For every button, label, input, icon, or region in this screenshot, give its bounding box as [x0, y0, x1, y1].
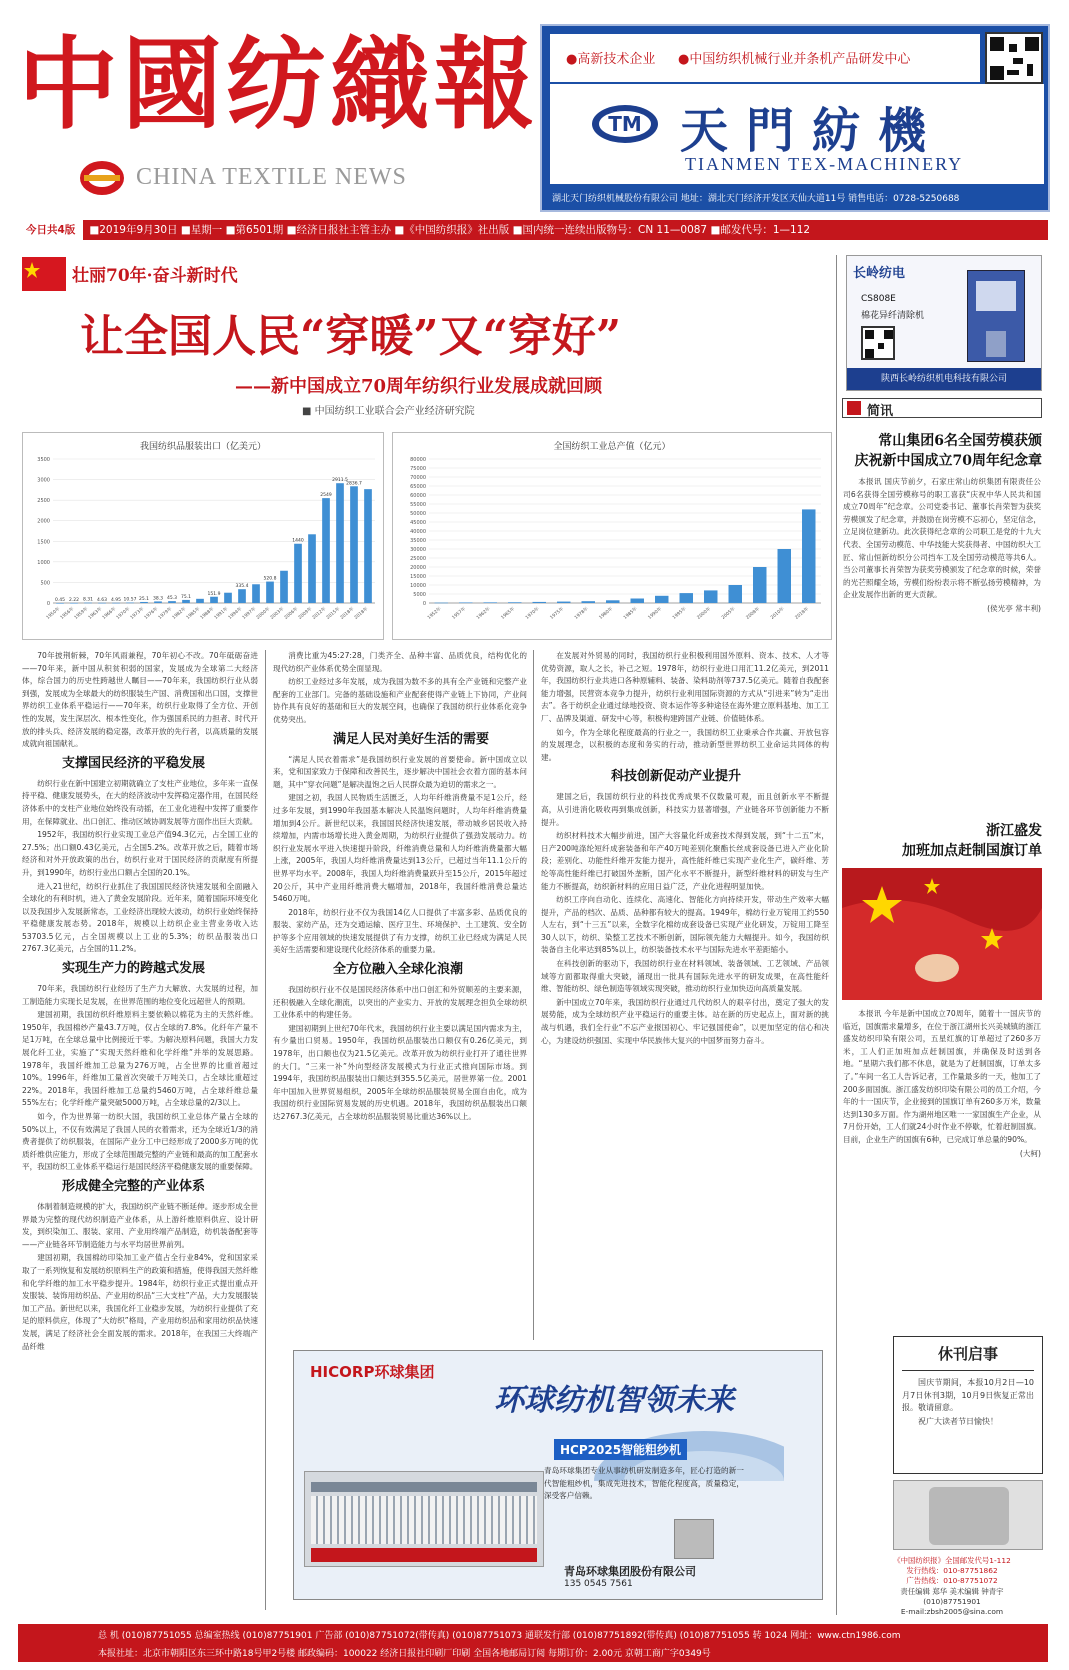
col1-intro: 70年披荆斩棘，70年风雨兼程，70年初心不改。70年砥砺奋进——70年来，新中国从积贫积弱的国家，发展成为全球第二大经济体，综合国力的历史性跨越世人瞩目——70年来，我国纺织行业从弱到强，发展成为全球最大的纺织服装生产国、消费国和出口国，支撑世界纺织工业体系平稳运行——70年来，纺织行业取得了全方位、开创性的发展，发生深层次、根本性变化，作为强国系民的力担者、时代开放的排头兵、经济发展的稳定器，改革开放的先行者，以高质量的发展成就向祖国献礼。: [22, 651, 258, 749]
column-rule: [836, 255, 837, 1615]
data-label: 1440: [292, 538, 304, 544]
section-heading-6: 科技创新促动产业提升: [611, 769, 742, 785]
data-label: 10.57: [123, 597, 137, 603]
bar: [729, 585, 742, 603]
data-label: 520.8: [263, 576, 277, 582]
bar: [154, 601, 162, 603]
x-tick-label: 2009年: [297, 606, 314, 621]
x-tick-label: 1959年: [73, 606, 90, 621]
col3-para-2: 如今，作为全球化程度最高的行业之一，我国纺织工业秉承合作共赢、开放包容的发展理念，以积极的态度和务实的行动，推动新型世界纺织工业命运共同体的构建。: [541, 727, 829, 762]
footer-bar: [18, 1624, 1048, 1662]
masthead-title: 中國纺織報: [18, 25, 538, 143]
bottom-advertisement[interactable]: [293, 1350, 823, 1600]
side-ad-brand: 长岭纺电: [853, 266, 906, 281]
byline: ■ 中国纺织工业联合会产业经济研究院: [302, 406, 475, 417]
col3-para-6: 在科技创新的驱动下，我国纺织行业在材料领域、装备领域、工艺领域、产品领域等方面都取得重大突破，涌现出一批具有国际先进水平的研发成果，在高性能纤维、智能纺织、绿色制造等领域实现突破，推动纺织行业加快迈向高质量发展。: [541, 959, 829, 994]
x-tick-label: 1973年: [129, 606, 146, 621]
x-tick-label: 1990年: [647, 606, 664, 621]
ad-brand-panel: [550, 84, 1044, 184]
y-tick-label: 35000: [410, 538, 426, 544]
bar: [196, 599, 204, 603]
x-tick-label: 1970年: [525, 606, 541, 621]
data-label: 4.95: [110, 597, 122, 603]
x-tick-label: 2018年: [353, 606, 370, 621]
notice-body-wrap: [894, 1371, 1042, 1429]
headline: 让全国人民“穿暖”又“穿好”: [80, 311, 622, 362]
brief-label: 简讯: [867, 404, 894, 419]
x-tick-label: 1994年: [227, 606, 244, 621]
bar: [802, 509, 815, 603]
bigad-company: 青岛环球集团股份有限公司: [564, 1565, 696, 1578]
x-tick-label: 2008年: [745, 606, 762, 621]
bar: [294, 544, 302, 603]
col2-para-6: 我国纺织行业不仅是国民经济体系中出口创汇和外贸顺差的主要来源，还积极融入全球化潮流，以突出的产业实力、开放的发展理念担负全球纺织工业体系中的构建任务。: [273, 985, 527, 1020]
col3-para-1: 在发展对外贸易的同时，我国纺织行业积极利用国外原料、资本、技术、人才等优势资源，取人之长，补己之短。1978年，纺织行业进口用汇11.2亿美元，到2011年，我国纺织行业共进口各种原辅料、装备、染料助剂等737.5亿美元。随着自我配套能力增强，民营资本竞争力提升，纺织行业利用国际资源的方式从“引进来”转为“走出去”。各于纺织企业通过绿地投资、资本运作等多种途径在海外建立原料基地、加工工厂、品牌及渠道、研发中心等，积极构建跨国产业链、价值链体系。: [541, 651, 829, 723]
column-rule: [265, 650, 266, 1610]
x-tick-label: 1976年: [143, 606, 160, 621]
col2-para-5: 2018年，纺织行业不仅为我国14亿人口提供了丰富多彩、品质优良的服装、家纺产品，还为交通运输、医疗卫生、环境保护、土工建筑、安全防护等多个应用领域的快速发展提供了有力支撑，纺织工业已经成为满足人民美好生活需要和建设现代化经济体系的重要力量。: [273, 907, 527, 955]
x-tick-label: 1985年: [623, 606, 639, 621]
y-tick-label: 0: [46, 601, 50, 607]
roving-frame-machine-icon: [304, 1471, 544, 1567]
data-label: 335.4: [235, 584, 249, 590]
col2-para-7: 建国初期到上世纪70年代末，我国纺织行业主要以满足国内需求为主，有少量出口贸易。1950年，我国纺织品服装出口额仅有0.26亿美元，到1978年，出口额也仅为21.5亿美元。改革开放为纺织行业打开了通往世界的大门。“三来一补”外向型经济发展模式为行业正式推向国际市场。到1994年，我国纺织品服装出口额达到355.5亿美元，居世界第一位。2001年中国加入世界贸易组织，2005年全球纺织品服装贸易全面自由化，成为我国纺织行业国际贸易发展的历史机遇。2018年，我国纺织品服装出口额达2767.3亿美元，占全球纺织品服装贸易比重达36%以上。: [273, 1023, 527, 1121]
bar: [753, 567, 766, 603]
x-tick-label: 1957年: [451, 606, 468, 621]
bar: [778, 549, 791, 603]
data-label: 38.3: [152, 596, 164, 602]
y-tick-label: 75000: [410, 466, 426, 472]
y-tick-label: 70000: [410, 475, 426, 481]
banner-text: 壮丽70年·奋斗新时代: [72, 266, 238, 286]
data-label: 2549: [320, 493, 332, 499]
flag-photo-icon: [842, 868, 1042, 1000]
brief-title-2: 庆祝新中国成立70周年纪念章: [854, 453, 1042, 469]
column-2: [273, 650, 527, 1340]
data-label: 2836.7: [346, 481, 362, 487]
data-label: 75.1: [180, 594, 192, 600]
x-tick-label: 2000年: [696, 606, 713, 621]
column-rule: [533, 650, 534, 1340]
side-ad-model: CS808E: [861, 294, 896, 304]
ad-footer: 湖北天门纺织机械股份有限公司 地址：湖北天门经济开发区天仙大道11号 销售电话：0728-5250688: [552, 194, 960, 204]
col3-para-7: 新中国成立70年来，我国纺织行业通过几代纺织人的艰辛付出，奠定了强大的发展势能，成为全球纺织产业平稳运行的重要主体。站在新的历史起点上，面对新的挑战与机遇，我们全行业“不忘产业报国初心、牢记强国使命”，以更加坚定的信心和决心，为建设纺织强国、实现中华民族伟大复兴的中国梦而努力奋斗。: [541, 997, 829, 1045]
qr-code-icon: [985, 32, 1043, 84]
col1-para-1: 纺织行业在新中国建立初期就确立了支柱产业地位，多年来一直保持平稳、健康发展势头，在大的经济波动中发挥稳定器作用，在国民经济体系中的支柱产业地位始终没有动摇，在工业化进程中发挥了重要作用，在保障就业、出口创汇、推动区域协调发展等方面作出巨大贡献。: [22, 778, 258, 826]
editor-info-1: 《中国纺织报》全国邮发代号1-112: [893, 1556, 1011, 1565]
output-chart-svg: [393, 433, 831, 639]
x-tick-label: 2010年: [770, 606, 786, 621]
issue-info-bar: [18, 220, 1048, 240]
col1-para-6: 如今，作为世界第一纺织大国，我国纺织工业总体产量占全球的50%以上，不仅有效满足了我国人民的衣着需求，还为全球近1/3的消费者提供了纺织服装，在国际产业分工中已经形成了2000多万吨的优质纤维供应能力，形成了全球范围最完整的产业链和最高的加工配套水平，我国纺织工业体系平稳运行是国民经济平稳健康发展的重要保障。: [22, 1112, 258, 1172]
col1-para-5: 建国初期，我国纺织纤维原料主要依赖以棉花为主的天然纤维。1950年，我国棉纱产量43.7万吨，仅占全球的7.8%。化纤年产量不足1万吨，在全球总量中比例接近于零。为解决原料问题，我国大力发展化纤工业，实施了“实现天然纤维和化学纤维”并举的发展思路。1978年，我国纤维加工总量为276万吨，占全世界的比重首超过10%。1996年，纤维加工量首次突破千万吨关口，占全球比重超过22%。2018年，我国纤维加工总量约5460万吨，占全球纤维总量55%左右；化学纤维产量突破5000万吨，占全球总量的2/3以上。: [22, 1010, 258, 1108]
x-tick-label: 1950年: [45, 606, 62, 621]
y-tick-label: 1000: [37, 559, 50, 566]
col3-para-3: 建国之后，我国纺织行业的科技优秀成果不仅数量可观，而且创新水平不断提高，从引进消化吸收再到集成创新，科技实力显著增强，产业链各环节创新能力不断提升。: [541, 792, 829, 827]
story2-title-2: 加班加点赶制国旗订单: [902, 843, 1042, 859]
bar: [266, 582, 274, 603]
bar: [140, 602, 148, 603]
bar: [364, 489, 372, 603]
export-chart: [22, 432, 384, 640]
bar: [280, 571, 288, 603]
editor-info-4: 责任编辑 郑华 美术编辑 钟青宇: [900, 1586, 1004, 1596]
newspaper-logo-icon: [78, 157, 126, 199]
bar: [252, 584, 260, 603]
x-tick-label: 1963年: [87, 606, 104, 621]
bar: [435, 603, 448, 604]
bar: [126, 603, 134, 604]
bar: [210, 597, 218, 603]
y-tick-label: 10000: [410, 583, 426, 589]
col3-para-5: 纺织工序向自动化、连续化、高速化、智能化方向持续开发，带动生产效率大幅提升，产品的档次、品质、品种都有较大的提高。1949年，棉纺行业万锭用工约550人左右，到“十三五”以来，全数字化棉纺成套设备已实现产业化研发，万锭用工降至30人以下，纺织、染整工艺技术不断创新，国际领先能力大幅提升。如今，我国纺织装备自主化率达到85%以上，纺织装备技术水平与国际先进水平差距缩小。: [541, 895, 829, 955]
x-tick-label: 1956年: [59, 606, 76, 621]
data-label: 4.63: [96, 597, 108, 603]
y-tick-label: 15000: [410, 574, 426, 580]
side-advertisement[interactable]: [846, 255, 1042, 391]
editor-info-3: 广告热线：010-87751072: [906, 1576, 998, 1586]
bigad-description: 青岛环球集团专业从事纺机研发制造多年，匠心打造的新一代智能粗纱机，集成先进技术，智能化程度高，质量稳定，深受客户信赖。: [544, 1466, 744, 1501]
x-tick-label: 2000年: [255, 606, 272, 621]
data-label: 2.22: [68, 597, 80, 603]
bar: [112, 603, 120, 604]
bar: [557, 602, 570, 603]
column-3: [541, 650, 829, 1340]
masthead: [18, 24, 538, 209]
x-tick-label: 1997年: [241, 606, 258, 621]
data-label: 25.1: [138, 596, 150, 602]
col1-para-7: 体制着制造规模的扩大，我国纺织产业链不断延伸。逐步形成全世界最为完整的现代纺织制造产业体系，从上游纤维原料供应、设计研发，到织染加工、服装、家用、产业用终端产品制造，纺机装备配套等——产业链各环节制造能力与水平均居世界前列。: [22, 1201, 258, 1249]
y-tick-label: 40000: [410, 529, 426, 535]
editor-info-2: 发行热线：010-87751862: [906, 1566, 998, 1576]
brief-title-1: 常山集团6名全国劳模获颁: [878, 433, 1042, 449]
section-heading-3: 形成健全完整的产业体系: [62, 1178, 206, 1194]
x-tick-label: 1991年: [213, 606, 230, 621]
anniversary-banner: [22, 257, 292, 291]
x-tick-label: 1979年: [157, 606, 174, 621]
col2-para-3: “满足人民衣着需求”是我国纺织行业发展的首要使命。新中国成立以来，党和国家致力于保障和改善民生，逐步解决中国社会衣着方面的基本问题，其中“穿衣问题”是解决温饱之后人民群众最为迫切的需求之一。: [273, 754, 527, 789]
machine-icon: [967, 270, 1025, 362]
suspension-notice: [893, 1336, 1043, 1474]
ad-tag-strip: [550, 34, 980, 82]
bar: [322, 498, 330, 603]
ad-tag-2: ●中国纺织机械行业并条机产品研发中心: [678, 52, 911, 67]
y-tick-label: 50000: [410, 511, 426, 517]
story2-body: 本报讯 今年是新中国成立70周年，随着十一国庆节的临近，国旗需求量增多，在位于浙江湖州长兴美城镇的浙江盛发纺织印染有限公司，五星红旗的订单超过了260多万米，工人们正加班加点赶制国旗，并确保及时送到各地。“星期六我们都不休息，就是为了赶制国旗，订单太多了。”车间一名工人告诉记者，工作量最多的一天，他加工了200多面国旗。浙江盛发纺织印染有限公司的员工介绍，今年的十一国庆节，企业接到的国旗订单有260多万米，数量达到130多万面。作为湖州地区唯一一家国旗生产企业，从7月份开始，工人们就24小时作业不停歇，忙着赶制国旗。目前，企业生产的国旗有6种，已完成订单总量的90%。: [843, 1009, 1041, 1144]
bigad-product: HCP2025智能粗纱机: [554, 1439, 687, 1460]
bar: [533, 602, 546, 603]
chart-title: 我国纺织品服装出口（亿美元）: [139, 442, 267, 452]
section-heading-4: 满足人民对美好生活的需要: [333, 731, 490, 747]
output-chart: [392, 432, 832, 640]
brief-body: 本报讯 国庆节前夕，石家庄常山纺织集团有限责任公司6名获得全国劳模称号的职工喜获“庆祝中华人民共和国成立70周年”纪念章。公司党委书记、董事长肖荣智为获奖劳模颁发了纪念章，并鼓励在岗劳模不忘初心，坚定信念，立足岗位建新功。此次获得纪念章的公司职工是党的十九大代表、全国劳动模范、中华技能大奖获得者、中国纺织大工匠、常山恒新纺织分公司挡车工及全国劳动模范等共6人。当公司董事长肖荣智为获奖劳模颁发了纪念章的时候，荣誉的光芒照耀全场，劳模们纷纷表示将不断弘扬劳模精神，为企业发展作出新的更大贡献。: [843, 477, 1041, 600]
bar: [238, 589, 246, 603]
notice-sign: 祝广大读者节日愉快！: [918, 1416, 998, 1426]
flag-icon: [22, 257, 66, 291]
y-tick-label: 60000: [410, 493, 426, 499]
y-tick-label: 1500: [37, 539, 50, 546]
x-tick-label: 2018年: [794, 606, 811, 621]
tm-logo-icon: [590, 102, 660, 146]
bar: [70, 603, 78, 604]
side-ad-company: 陕西长岭纺织机电科技有限公司: [847, 368, 1041, 390]
x-tick-label: 1980年: [598, 606, 615, 621]
col2-para-2: 纺织工业经过多年发展，成为我国为数不多的具有全产业链和完整产业配套的工业部门。完备的基础设施和产业配套使得产业链上下协同，产业间协作具有良好的基础和巨大的发展空间，也确保了我国纺织行业体系化竞争优势突出。: [273, 677, 527, 724]
flag-photo: [842, 868, 1042, 1000]
bar: [631, 599, 644, 604]
x-tick-label: 2003年: [269, 606, 286, 621]
x-tick-label: 1978年: [574, 606, 590, 621]
bar: [168, 601, 176, 603]
data-label: 45.3: [166, 596, 178, 602]
export-chart-svg: [23, 433, 383, 639]
col1-para-4: 70年来，我国纺织行业经历了生产力大解放、大发展的过程，加工制造能力实现长足发展，在世界范围的地位变化远超世人的预期。: [22, 984, 258, 1006]
y-tick-label: 65000: [410, 484, 426, 490]
x-tick-label: 1985年: [185, 606, 202, 621]
data-label: 2911.5: [332, 478, 348, 484]
bar: [336, 483, 344, 603]
data-label: 151.9: [207, 591, 221, 597]
section-heading-5: 全方位融入全球化浪潮: [333, 962, 464, 978]
y-tick-label: 25000: [410, 556, 426, 562]
y-tick-label: 0: [422, 601, 426, 607]
top-advertisement[interactable]: [540, 24, 1050, 212]
x-tick-label: 1988年: [199, 606, 216, 621]
data-label: 8.31: [82, 597, 94, 603]
page-count-badge: 今日共4版: [18, 220, 83, 240]
x-tick-label: 2015年: [325, 606, 342, 621]
y-tick-label: 3500: [37, 457, 50, 463]
ad-brand-cn: 天門紡機: [680, 103, 945, 159]
y-tick-label: 3000: [37, 477, 50, 484]
notice-body: 国庆节期间，本报10月2日—10月7日休刊3期，10月9日恢复正常出报。敬请留意。: [902, 1378, 1034, 1413]
y-tick-label: 30000: [410, 547, 426, 553]
tm-logo-text: TM: [608, 112, 642, 136]
y-tick-label: 45000: [410, 520, 426, 526]
ad-brand-en: TIANMEN TEX-MACHINERY: [685, 154, 964, 174]
x-tick-label: 2005年: [721, 606, 737, 621]
notice-title: 休刊启事: [937, 1345, 998, 1363]
y-tick-label: 80000: [410, 457, 426, 463]
bar: [704, 590, 717, 603]
x-tick-label: 1970年: [115, 606, 132, 621]
bar: [182, 600, 190, 603]
brief-article: [843, 476, 1041, 776]
x-tick-label: 2006年: [283, 606, 300, 621]
blurred-ad-image: [893, 1480, 1043, 1550]
editor-info-5: (010)87751901: [923, 1596, 981, 1606]
ad-tag-1: ●高新技术企业: [566, 52, 656, 67]
col2-para-4: 建国之初，我国人民物质生活匮乏，人均年纤维消费量不足1公斤，经过多年发展，到1990年我国基本解决人民温饱问题时，人均年纤维消费量增加到4公斤。新世纪以来，我国国民经济快速发展，带动城乡居民收入持续增加，内需市场增长进入黄金周期，为纺织行业提供了强劲发展动力。纺织行业发展水平进入快速提升阶段，纤维消费总量和人均纤维消费量都大幅上涨，2005年，我国人均纤维消费量达到13公斤，已超过当年11.1公斤的世界平均水平。2008年，我国人均纤维消费量跃升至15公斤，2015年超过20公斤，其中产业用纤维消费大幅增加，2018年，我国纤维消费总量达5460万吨。: [273, 793, 527, 904]
blurred-qr-icon: [674, 1519, 714, 1559]
brief-author: (侯光亭 常丰利): [987, 603, 1041, 613]
story2-article: [843, 1008, 1041, 1326]
data-label: 0.45: [54, 597, 66, 603]
chart-title: 全国纺织工业总产值（亿元）: [553, 442, 671, 452]
subheadline: ——新中国成立70周年纺织行业发展成就回顾: [235, 376, 603, 397]
bar: [56, 603, 64, 604]
y-tick-label: 500: [40, 580, 50, 587]
x-tick-label: 1962年: [476, 606, 492, 621]
x-tick-label: 2018年: [339, 606, 356, 621]
brief-label-bar: [842, 398, 1042, 418]
bar: [459, 602, 472, 603]
story2-title-1: 浙江盛发: [986, 823, 1042, 839]
issue-info-text: ■2019年9月30日 ■星期一 ■第6501期 ■经济日报社主管主办 ■《中国纺织报》社出版 ■国内统一连续出版物号：CN 11—0087 ■邮发代号：1—112: [89, 224, 811, 236]
bigad-slogan: 环球纺机智领未来: [494, 1383, 734, 1418]
col1-para-8: 建国初期，我国棉纺印染加工业产值占全行业84%，党和国家采取了一系列恢复和发展纺织原料生产的政策和措施，使得我国天然纤维和化学纤维的加工水平稳步提升。1984年，纺织行业正式提出重点开发服装、装饰用纺织品、产业用纺织品“三大支柱”产品，大力发展服装加工产品。新世纪以来，我国化纤工业稳步发展，为纺织行业提供了充足的原料供应，体现了“大纺织”格局，产业用纺织品和家用纺织品快速发展，满足了经济社会全面发展的需求。2018年，在我国三大终端产品纤维: [22, 1253, 258, 1351]
y-tick-label: 55000: [410, 502, 426, 508]
bar: [655, 596, 668, 603]
col3-para-4: 纺织材料技术大幅步前进，国产大容量化纤成套技术得到发展，到“十二五”末，日产200吨涤纶短纤成套装备和年产40万吨差别化聚酯长丝成套设备已进入产业化阶段；差别化、功能性纤维开发能力提升，高性能纤维已实现产业化生产，碳纤维、芳纶等高性能纤维已打破国外垄断，国产化水平不断提升，新型纤维材料的研发与生产能力不断提高，纺织新材料的应用日益广泛，产业化进程明显加快。: [541, 831, 829, 891]
section-heading-2: 实现生产力的跨越式发展: [62, 961, 206, 977]
editor-info-6: E-mail:zbsh2005@sina.com: [900, 1607, 1004, 1617]
x-tick-label: 1995年: [672, 606, 688, 621]
bar: [224, 593, 232, 603]
qr-code-icon: [861, 326, 895, 360]
bar: [606, 600, 619, 603]
col2-para-1: 消费比重为45:27:28，门类齐全、品种丰富、品质优良，结构优化的现代纺织产业体系优势全面显现。: [273, 651, 527, 673]
footer-line-1: 总 机 (010)87751055 总编室热线 (010)87751901 广告部 (010)87751072(带传真) (010)87751073 通联发行部 (010)87751892(带传真) (010)87751055 转 1024 网址：www.ctn1986.com: [98, 1631, 901, 1641]
col1-para-3: 进入21世纪，纺织行业抓住了我国国民经济快速发展和全面融入全球化的有利时机，进入了黄金发展阶段。近年来，随着国际环境变化以及我国步入发展新常态，工业经济出现较大波动，纺织行业始终保持平稳健康发展态势。2018年，规模以上纺织企业主营业务收入达53703.5亿元，占全国规模以上工业的5.3%；纺织品服装出口2767.3亿美元，占全国的11.2%。: [22, 881, 258, 954]
masthead-english: CHINA TEXTILE NEWS: [136, 164, 407, 190]
x-tick-label: 1966年: [101, 606, 118, 621]
bar: [84, 603, 92, 604]
story2-author: (大柯): [1019, 1148, 1041, 1158]
bar: [508, 602, 521, 603]
y-tick-label: 2500: [37, 498, 50, 505]
bar: [308, 534, 316, 603]
bigad-phone: 135 0545 7561: [564, 1579, 633, 1589]
x-tick-label: 1975年: [549, 606, 566, 621]
x-tick-label: 1965年: [500, 606, 517, 621]
col1-para-2: 1952年，我国纺织行业实现工业总产值94.3亿元，占全国工业的27.5%；出口额0.43亿美元，占全国5.2%。改革开放之后，随着市场经济和对外开放政策的出台，纺织行业对于国民经济的贡献度有所提升，到1990年，纺织行业出口额占全国的20.1%。: [22, 830, 258, 877]
bar: [680, 593, 693, 603]
bar: [484, 602, 497, 603]
bar: [582, 601, 595, 603]
x-tick-label: 2012年: [311, 606, 328, 621]
x-tick-label: 1982年: [171, 606, 188, 621]
y-tick-label: 5000: [413, 592, 426, 598]
bigad-brand: HICORP环球集团: [310, 1363, 435, 1381]
bar: [350, 486, 358, 603]
brief-marker-icon: [847, 401, 861, 415]
column-1: [22, 650, 258, 1615]
y-tick-label: 20000: [410, 565, 426, 571]
section-heading-1: 支撑国民经济的平稳发展: [62, 755, 206, 771]
y-tick-label: 2000: [37, 518, 50, 525]
editor-info-box: [860, 1556, 1044, 1620]
x-tick-label: 1952年: [427, 606, 443, 621]
side-ad-product: 棉花异纤清除机: [861, 311, 925, 321]
footer-line-2: 本报社址：北京市朝阳区东三环中路18号甲2号楼 邮政编码：100022 经济日报社印刷厂印刷 全国各地邮局订阅 每期订价：2.00元 京朝工商广字0349号: [98, 1649, 711, 1659]
bar: [98, 603, 106, 604]
